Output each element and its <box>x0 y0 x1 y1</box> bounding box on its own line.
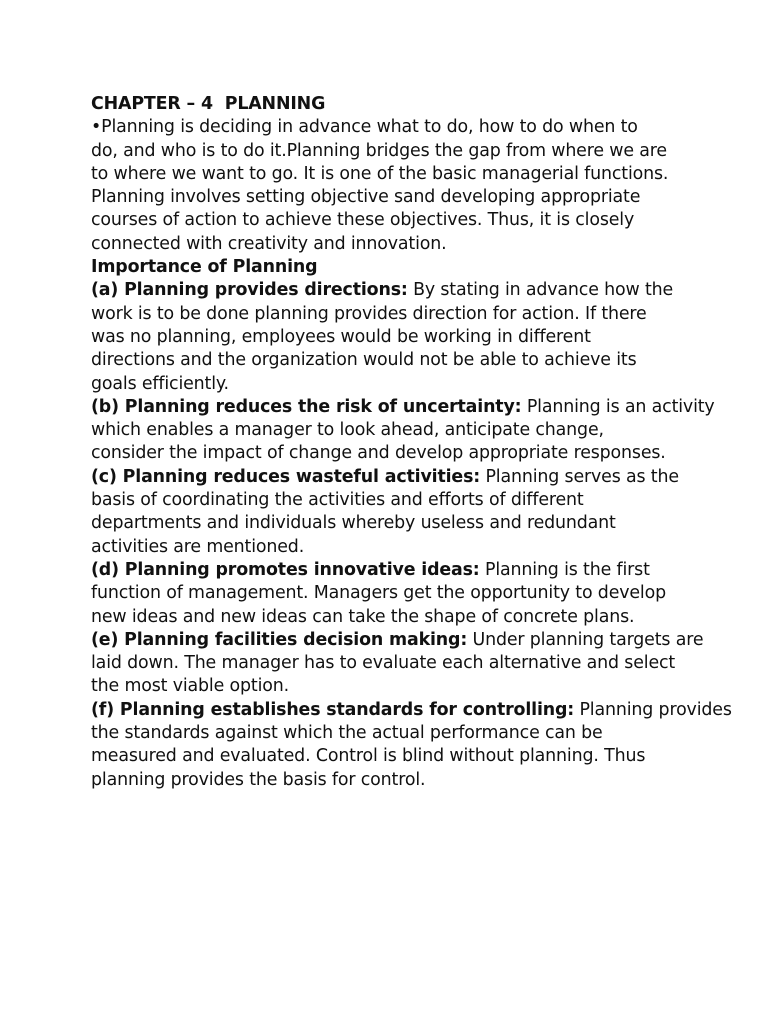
intro-line: •Planning is deciding in advance what to do, how to do when to <box>91 117 638 138</box>
point-line: the most viable option. <box>91 676 290 697</box>
chapter-title: CHAPTER – 4 PLANNING <box>91 94 326 114</box>
point-e-first-line <box>91 629 704 652</box>
point-line: work is to be done planning provides direction for action. If there <box>91 303 647 324</box>
point-text: Under planning targets are <box>467 629 704 650</box>
intro-line: courses of action to achieve these objectives. Thus, it is closely <box>91 210 635 231</box>
point-line: goals efficiently. <box>91 373 229 394</box>
point-line: laid down. The manager has to evaluate each alternative and select <box>91 653 676 674</box>
point-line: activities are mentioned. <box>91 536 305 557</box>
point-line: consider the impact of change and develop appropriate responses. <box>91 443 666 464</box>
point-line: the standards against which the actual performance can be <box>91 723 603 744</box>
point-heading: (a) Planning provides directions: <box>91 280 408 301</box>
point-line: basis of coordinating the activities and efforts of different <box>91 490 584 511</box>
point-heading: (e) Planning facilities decision making: <box>91 629 468 650</box>
point-line: new ideas and new ideas can take the shape of concrete plans. <box>91 606 635 627</box>
point-f-first-line <box>91 699 732 722</box>
point-d-first-line <box>91 559 691 582</box>
point-text: Planning is an activity <box>521 396 715 417</box>
intro-line: to where we want to go. It is one of the basic managerial functions. <box>91 163 669 184</box>
point-text: Planning provides <box>574 699 732 720</box>
point-b-first-line <box>91 396 715 419</box>
point-line: function of management. Managers get the opportunity to develop <box>91 583 666 604</box>
point-line: which enables a manager to look ahead, anticipate change, <box>91 420 604 441</box>
point-text: Planning serves as the <box>480 466 679 487</box>
intro-line: Planning involves setting objective sand developing appropriate <box>91 187 641 208</box>
point-line: measured and evaluated. Control is blind without planning. Thus <box>91 746 646 767</box>
point-text: By stating in advance how the <box>407 280 674 301</box>
intro-line: connected with creativity and innovation. <box>91 233 447 254</box>
intro-line: do, and who is to do it.Planning bridges the gap from where we are <box>91 140 667 161</box>
point-line: directions and the organization would not be able to achieve its <box>91 350 637 371</box>
section-heading: Importance of Planning <box>91 257 318 278</box>
point-heading: (b) Planning reduces the risk of uncertainty: <box>91 396 522 417</box>
point-text: Planning is the first <box>479 559 650 580</box>
point-heading: (f) Planning establishes standards for controlling: <box>91 699 575 720</box>
point-heading: (d) Planning promotes innovative ideas: <box>91 559 480 580</box>
document-page <box>91 93 732 792</box>
point-line: departments and individuals whereby useless and redundant <box>91 513 616 534</box>
point-a-first-line <box>91 279 691 302</box>
point-heading: (c) Planning reduces wasteful activities: <box>91 466 481 487</box>
point-line: planning provides the basis for control. <box>91 769 426 790</box>
point-line: was no planning, employees would be working in different <box>91 326 591 347</box>
point-c-first-line <box>91 466 691 489</box>
